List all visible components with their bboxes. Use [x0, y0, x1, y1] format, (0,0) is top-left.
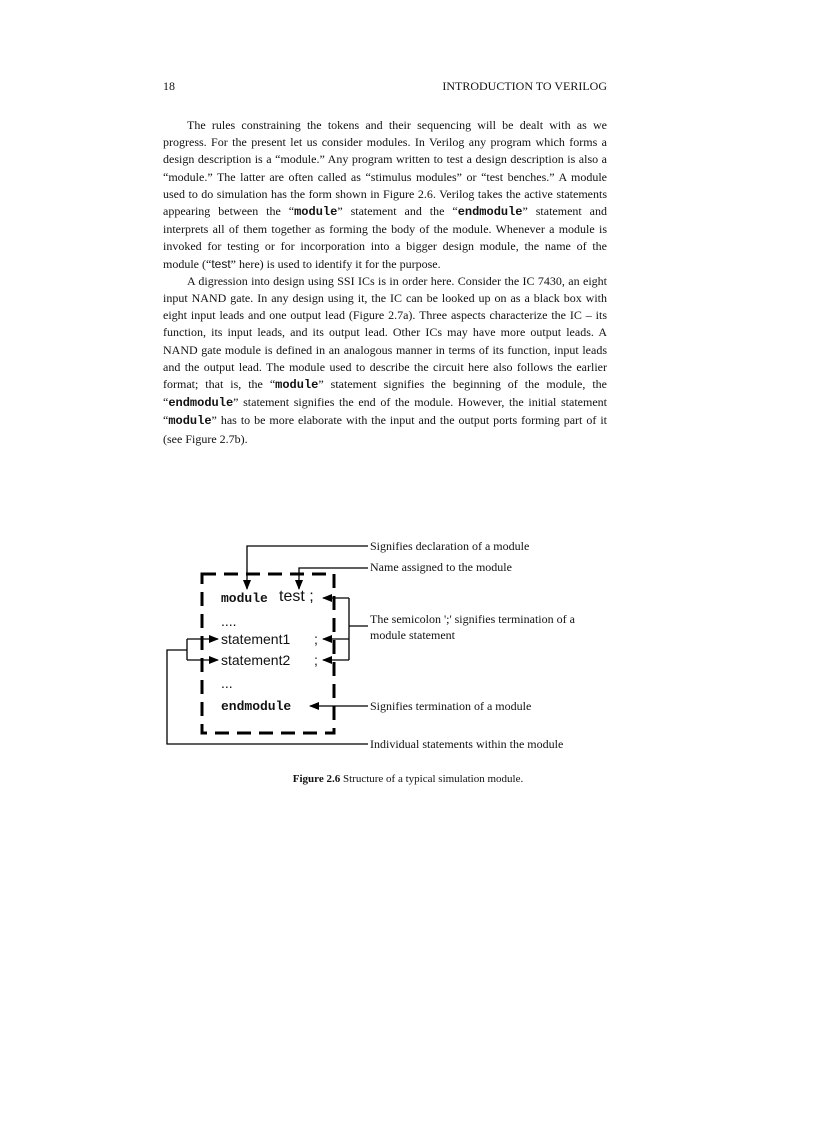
text-run: ” has to be more elaborate with the input and the output ports forming part of it (see Figure 2.7b). — [163, 413, 607, 446]
text-run: ” statement signifies the end of the module. However, the initial statement “ — [163, 395, 607, 428]
code-dots-2: ... — [221, 675, 233, 691]
code-endmodule-keyword: endmodule — [221, 699, 292, 714]
caption-number: Figure 2.6 — [292, 773, 341, 785]
code-statement-2: statement2 — [221, 652, 291, 668]
code-module-name: test ; — [279, 588, 314, 605]
text-run: ” statement signifies the beginning of the module, the “ — [163, 377, 607, 410]
keyword-endmodule: endmodule — [168, 396, 234, 411]
figure-caption — [0, 772, 816, 786]
keyword-module: module — [168, 414, 212, 429]
label-module-name: Name assigned to the module — [370, 560, 512, 574]
label-termination: Signifies termination of a module — [370, 699, 532, 713]
text-run: ” here) is used to identify it for the purpose. — [230, 256, 441, 271]
text-run: ” statement and interprets all of them together as forming the body of the module. Whenever a module is invoked for testing or for incorporation into a bigger design module, the name of the module (“ — [163, 204, 608, 271]
keyword-module: module — [275, 378, 319, 393]
running-head: INTRODUCTION TO VERILOG — [442, 79, 607, 93]
label-declaration: Signifies declaration of a module — [370, 539, 530, 553]
text-run: A digression into design using SSI ICs is in order here. Consider the IC 7430, an eight input NAND gate. In any design using it, the IC can be looked up on as a black box with eight input leads and one output lead (Figure 2.7a). Three aspects characterize the IC – its function, its input leads, and its output lead. Other ICs may have more output leads. A NAND gate module is defined in an analogous manner in terms of its function, input leads and the output lead. The module used to describe the circuit here also follows the earlier format; that is, the “ — [163, 273, 607, 392]
page-number: 18 — [163, 79, 175, 93]
keyword-endmodule: endmodule — [457, 205, 523, 220]
code-statement-1: statement1 — [221, 631, 291, 647]
text-run: The rules constraining the tokens and their sequencing will be dealt with as we progress. For the present let us consider modules. In Verilog any program which forms a design description is a “module.” Any program written to test a design description is also a “module.” The latter are often called as “stimulus modules” or “test benches.” A module used to do simulation has the form shown in Figure 2.6. Verilog takes the active statements appearing between the “ — [163, 118, 607, 219]
semicolon-bracket — [349, 598, 368, 660]
caption-text: Structure of a typical simulation module. — [340, 773, 524, 785]
code-module-keyword: module — [221, 591, 268, 606]
code-dots-1: .... — [221, 613, 237, 629]
label-semicolon-1: The semicolon ';' signifies termination of a — [370, 612, 575, 626]
keyword-module: module — [294, 205, 338, 220]
module-name-test: test — [211, 256, 231, 271]
label-semicolon-2: module statement — [370, 628, 455, 642]
code-semicolon-2: ; — [314, 652, 318, 668]
code-semicolon-1: ; — [314, 631, 318, 647]
label-statements: Individual statements within the module — [370, 737, 564, 751]
text-run: ” statement and the “ — [337, 204, 458, 219]
